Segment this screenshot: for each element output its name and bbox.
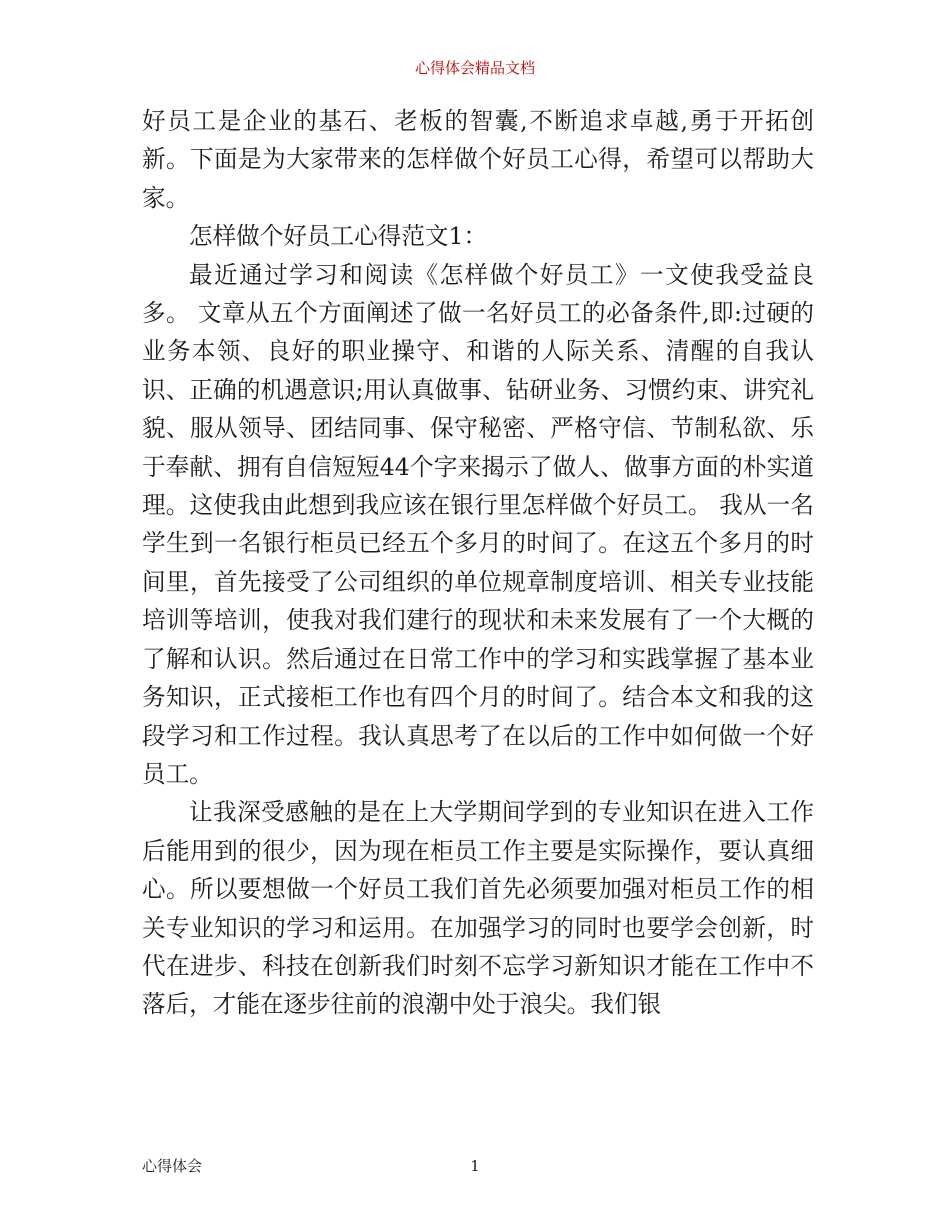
- page-number: 1: [470, 1157, 480, 1175]
- body-paragraph-2: 让我深受感触的是在上大学期间学到的专业知识在进入工作后能用到的很少，因为现在柜员工作主要是实际操作，要认真细心。所以要想做一个好员工我们首先必须要加强对柜员工作的相关专业知识的学习和运用。在加强学习的同时也要学会创新，时代在进步、科技在创新我们时刻不忘学习新知识才能在工作中不落后，才能在逐步往前的浪潮中处于浪尖。我们银: [142, 798, 814, 1019]
- document-body: [142, 102, 814, 1024]
- body-paragraph-1: 最近通过学习和阅读《怎样做个好员工》一文使我受益良多。 文章从五个方面阐述了做一名好员工的必备条件,即:过硬的业务本领、良好的职业操守、和谐的人际关系、清醒的自我认识、正确的机遇意识;用认真做事、钻研业务、习惯约束、讲究礼貌、服从领导、团结同事、保守秘密、严格守信、节制私欲、乐于奉献、拥有自信短短44个字来揭示了做人、做事方面的朴实道理。这使我由此想到我应该在银行里怎样做个好员工。 我从一名学生到一名银行柜员已经五个多月的时间了。在这五个多月的时间里，首先接受了公司组织的单位规章制度培训、相关专业技能培训等培训，使我对我们建行的现状和未来发展有了一个大概的了解和认识。然后通过在日常工作中的学习和实践掌握了基本业务知识，正式接柜工作也有四个月的时间了。结合本文和我的这段学习和工作过程。我认真思考了在以后的工作中如何做一个好员工。: [142, 260, 814, 788]
- section-heading: 怎样做个好员工心得范文1：: [189, 222, 488, 251]
- page-header-title: 心得体会精品文档: [414, 59, 535, 77]
- footer-label: 心得体会: [142, 1157, 203, 1175]
- intro-paragraph: 好员工是企业的基石、老板的智囊,不断追求卓越,勇于开拓创新。下面是为大家带来的怎样做个好员工心得，希望可以帮助大家。: [142, 107, 814, 212]
